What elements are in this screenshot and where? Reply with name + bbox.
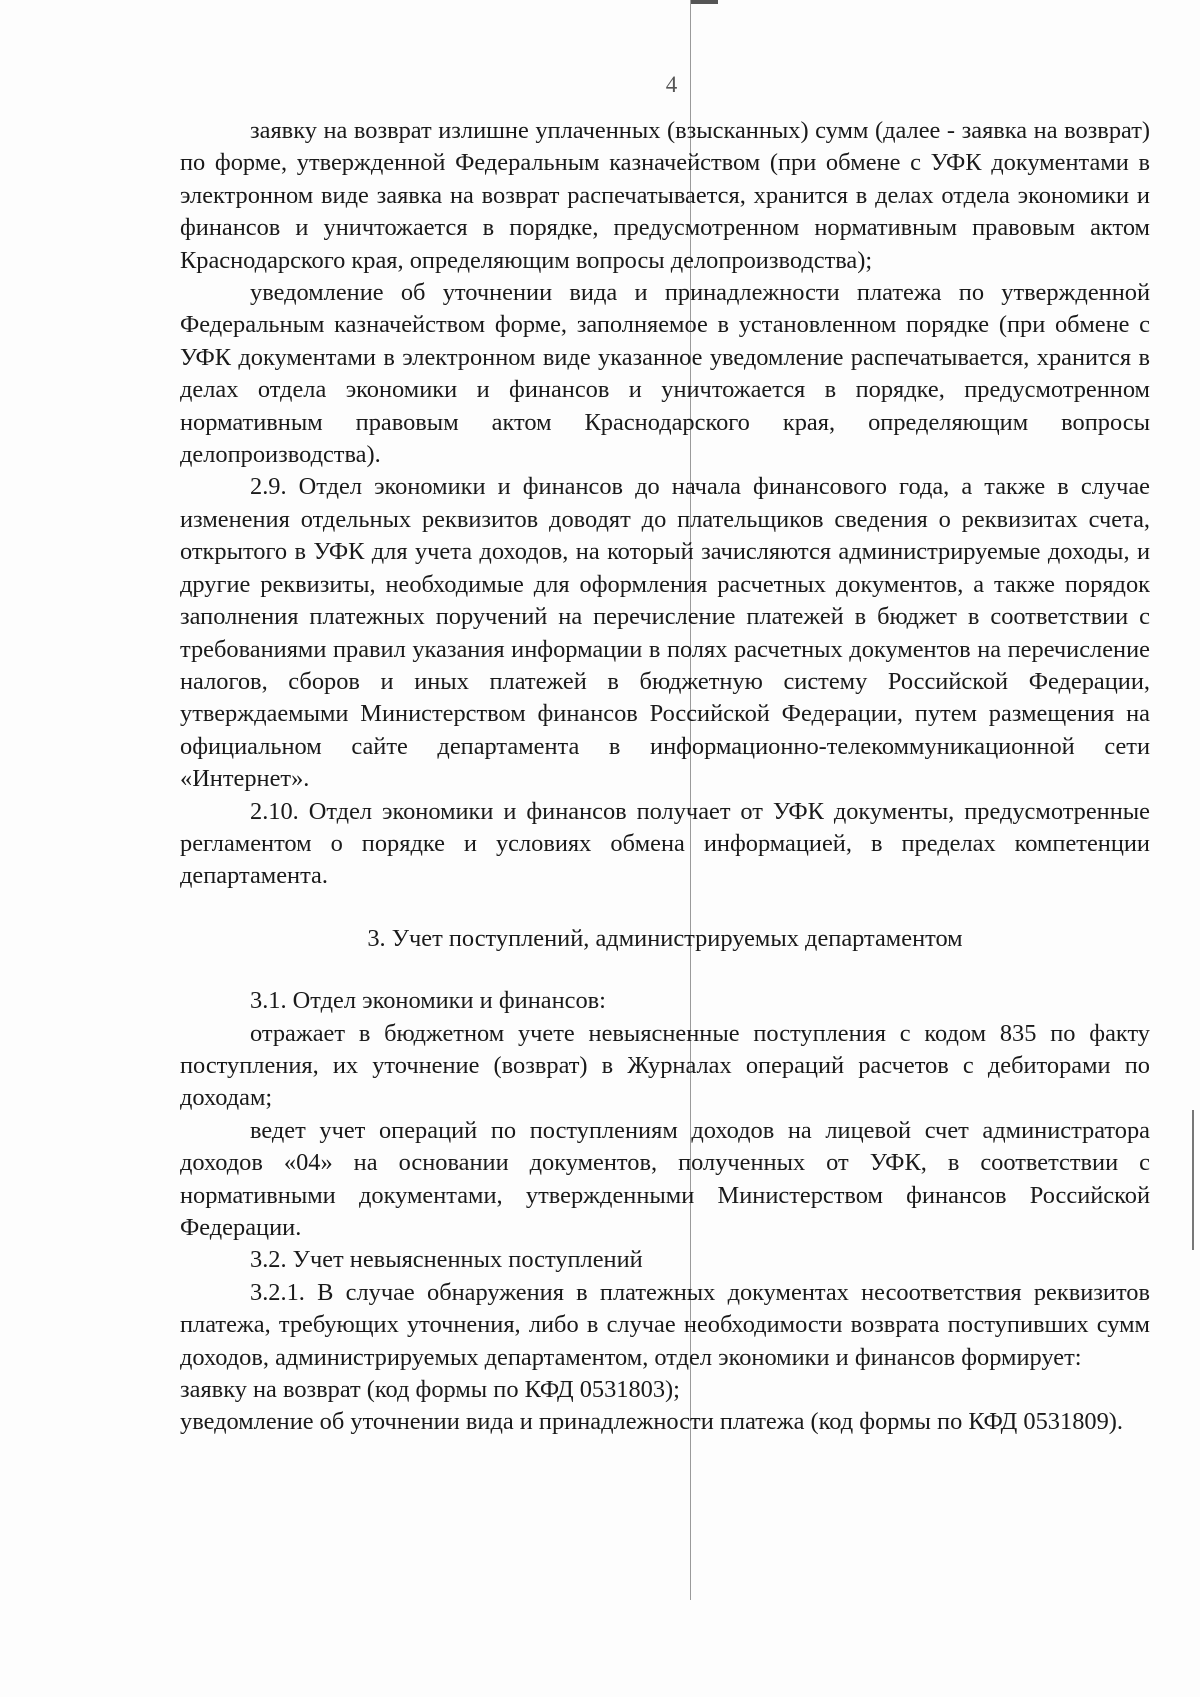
- paragraph: отражает в бюджетном учете невыясненные поступления с кодом 835 по факту поступления, их уточнение (возврат) в Журналах операций расчетов с дебиторами по доходам;: [180, 1019, 1150, 1112]
- list-item: заявку на возврат (код формы по КФД 0531803);: [180, 1376, 680, 1404]
- paragraph: 2.9. Отдел экономики и финансов до начала финансового года, а также в случае изменения отдельных реквизитов доводят до плательщиков сведения о реквизитах счета, открытого в УФК для учета доходов, на который зачисляются администрируемые доходы, и другие реквизиты, необходимые для оформления расчетных документов, а также порядок заполнения платежных поручений на перечисление платежей в бюджет в соответствии с требованиями правил указания информации в полях расчетных документов на перечисление налогов, сборов и иных платежей в бюджетную систему Российской Федерации, утверждаемыми Министерством финансов Российской Федерации, путем размещения на официальном сайте департамента в информационно-телекоммуникационной сети «Интернет».: [180, 473, 1150, 793]
- page-number: 4: [665, 72, 678, 97]
- section-heading: 3. Учет поступлений, администрируемых департаментом: [367, 924, 963, 952]
- scan-edge: [1192, 1110, 1194, 1250]
- paragraph: 3.1. Отдел экономики и финансов:: [250, 987, 606, 1015]
- paragraph: 3.2.1. В случае обнаружения в платежных документах несоответствия реквизитов платежа, требующих уточнения, либо в случае необходимости возврата поступивших сумм доходов, администрируемых департаментом, отдел экономики и финансов формирует:: [180, 1278, 1150, 1371]
- paragraph: ведет учет операций по поступлениям доходов на лицевой счет администратора доходов «04» на основании документов, полученных от УФК, в соответствии с нормативными документами, утвержденными Министерством финансов Российской Федерации.: [180, 1116, 1150, 1241]
- paragraph: уведомление об уточнении вида и принадлежности платежа по утвержденной Федеральным казначейством форме, заполняемое в установленном порядке (при обмене с УФК документами в электронном виде указанное уведомление распечатывается, хранится в делах отдела экономики и финансов и уничтожается в порядке, предусмотренном нормативным правовым актом Краснодарского края, определяющим вопросы делопроизводства).: [180, 279, 1150, 469]
- paragraph: 2.10. Отдел экономики и финансов получает от УФК документы, предусмотренные регламентом о порядке и условиях обмена информацией, в пределах компетенции департамента.: [180, 797, 1150, 890]
- paragraph: 3.2. Учет невыясненных поступлений: [250, 1246, 643, 1274]
- document-body: [180, 115, 1150, 1439]
- scan-mark: [690, 0, 718, 4]
- list-item: уведомление об уточнении вида и принадлежности платежа (код формы по КФД 0531809).: [180, 1408, 1124, 1436]
- paragraph: заявку на возврат излишне уплаченных (взысканных) сумм (далее - заявка на возврат) по форме, утвержденной Федеральным казначейством (при обмене с УФК документами в электронном виде заявка на возврат распечатывается, хранится в делах отдела экономики и финансов и уничтожается в порядке, предусмотренном нормативным правовым актом Краснодарского края, определяющим вопросы делопроизводства);: [180, 117, 1150, 274]
